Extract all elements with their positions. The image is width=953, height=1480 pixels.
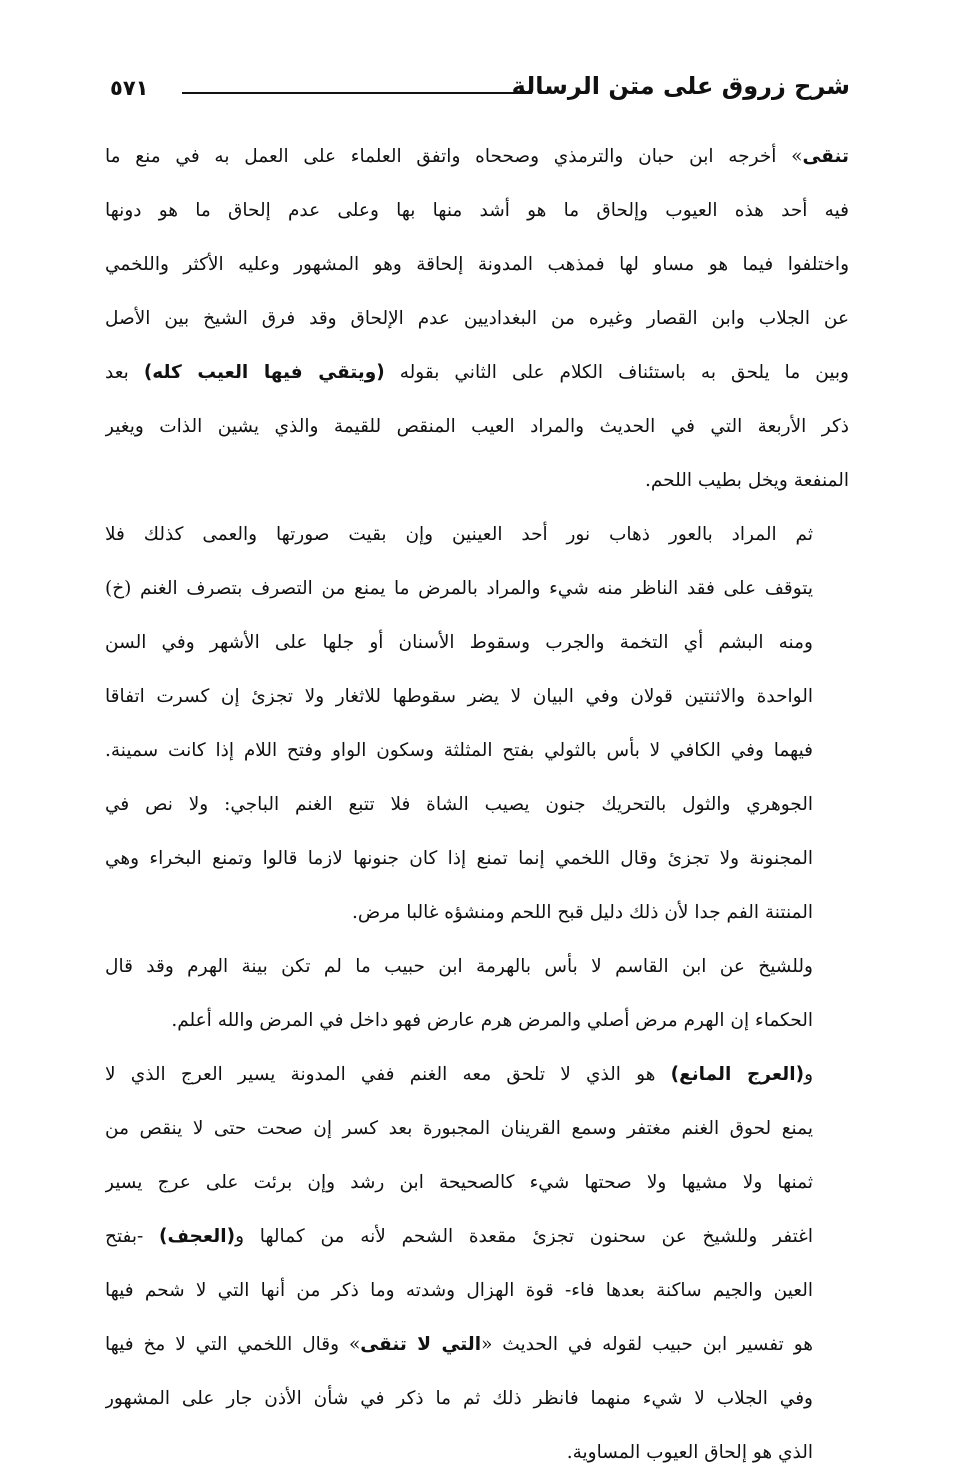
text-line [105, 1372, 849, 1426]
paragraph [105, 508, 849, 940]
text-run: هو الذي لا تلحق معه الغنم ففي المدونة يسير العرج الذي لا [105, 1064, 671, 1085]
text-run: المنتنة الفم جدا لأن ذلك دليل قبح اللحم ومنشؤه غالبا مرض. [352, 902, 813, 923]
text-run: الذي هو إلحاق العيوب المساوية. [566, 1442, 813, 1463]
text-line [105, 832, 849, 886]
text-line [105, 940, 849, 994]
text-run: فيهما وفي الكافي لا بأس بالثولي بفتح المثلثة وسكون الواو وفتح اللام إذا كانت سمينة. [105, 740, 813, 761]
text-run: فيه أحد هذه العيوب وإلحاق ما هو أشد منها بها وعلى عدم إلحاق ما هو دونها [105, 200, 849, 221]
text-line [105, 238, 849, 292]
text-line [105, 616, 849, 670]
text-line [105, 508, 849, 562]
text-run: ثم المراد بالعور ذهاب نور أحد العينين وإن بقيت صورتها والعمى كذلك فلا [105, 524, 813, 545]
page-header [110, 70, 850, 114]
text-line [105, 886, 849, 940]
page-number: ٥٧١ [110, 76, 149, 100]
text-run: الواحدة والاثنتين قولان وفي البيان لا يضر سقوطها للاثغار ولا تجزئ إن كسرت اتفاقا [105, 686, 813, 707]
paragraph [105, 1048, 849, 1480]
text-run: اغتفر وللشيخ عن سحنون تجزئ مقعدة الشحم لأنه من كمالها و [235, 1226, 813, 1247]
text-line [105, 1264, 849, 1318]
text-line [105, 778, 849, 832]
text-run: واختلفوا فيما هو مساو لها فمذهب المدونة إلحاقة وهو المشهور وعليه الأكثر واللخمي [105, 254, 849, 275]
text-run: ثمنها ولا مشيها ولا صحتها شيء كالصحيحة ابن رشد وإن برئت على عرج يسير [105, 1172, 813, 1193]
text-run: وللشيخ عن ابن القاسم لا بأس بالهرمة ابن حبيب ما لم تكن بينة الهرم وقد قال [105, 956, 813, 977]
text-run: وفي الجلاب لا شيء منهما فانظر ذلك ثم ما ذكر في شأن الأذن جار على المشهور [105, 1388, 813, 1409]
text-line [105, 1102, 849, 1156]
text-run: -بفتح [105, 1226, 160, 1247]
text-run: المجنونة ولا تجزئ وقال اللخمي إنما تمنع إذا كان جنونها لازما قالوا وتمنع البخراء وهي [105, 848, 813, 869]
text-run: يتوقف على فقد الناظر منه شيء والمراد بالمرض ما يمنع من التصرف بتصرف الغنم (خ) [105, 578, 813, 599]
bold-phrase: التي لا تنقى [360, 1334, 482, 1355]
text-line [105, 400, 849, 454]
text-run: » أخرجه ابن حبان والترمذي وصححاه واتفق العلماء على العمل به في منع ما [105, 146, 803, 167]
text-line [105, 670, 849, 724]
text-line [105, 1210, 849, 1264]
header-rule [182, 92, 532, 94]
text-run: الجوهري والثول بالتحريك جنون يصيب الشاة فلا تتبع الغنم الباجي: ولا نص في [105, 794, 813, 815]
text-run: يمنع لحوق الغنم مغتفر وسمع القرينان المجبورة بعد كسر إن صحت حتى لا ينقص من [105, 1118, 813, 1139]
text-run: المنفعة ويخل بطيب اللحم. [644, 470, 849, 491]
running-title: شرح زروق على متن الرسالة [511, 72, 850, 100]
text-line [105, 994, 849, 1048]
text-run: ذكر الأربعة التي في الحديث والمراد العيب المنقص للقيمة والذي يشين الذات ويغير [105, 416, 849, 437]
text-run: عن الجلاب وابن القصار وغيره من البغداديين عدم الإلحاق وقد فرق الشيخ بين الأصل [105, 308, 849, 329]
text-line [105, 292, 849, 346]
text-line [105, 184, 849, 238]
bold-phrase: تنقى [802, 146, 849, 167]
text-line [105, 130, 849, 184]
body-text [105, 130, 849, 1480]
text-run: و [804, 1064, 813, 1085]
text-line [105, 562, 849, 616]
bold-phrase: (العجف) [159, 1226, 236, 1247]
text-run: وبين ما يلحق به باستئناف الكلام على الثاني بقوله [384, 362, 849, 383]
text-line [105, 1318, 849, 1372]
text-line [105, 1156, 849, 1210]
bold-phrase: (ويتقي فيها العيب كله) [143, 362, 385, 383]
text-line [105, 1048, 849, 1102]
text-line [105, 724, 849, 778]
bold-phrase: (العرج المانع) [670, 1064, 805, 1085]
text-run: هو تفسير ابن حبيب لقوله في الحديث « [481, 1334, 814, 1355]
text-line [105, 1426, 849, 1480]
text-run: العين والجيم ساكنة بعدها فاء- قوة الهزال وشدته وما ذكر من أنها التي لا شحم فيها [105, 1280, 813, 1301]
paragraph [105, 130, 849, 508]
text-run: ومنه البشم أي التخمة والجرب وسقوط الأسنان أو جلها على الأشهر وفي السن [105, 632, 813, 653]
text-run: » وقال اللخمي التي لا مخ فيها [105, 1334, 361, 1355]
text-run: الحكماء إن الهرم مرض أصلي والمرض هرم عارض فهو داخل في المرض والله أعلم. [171, 1010, 813, 1031]
text-line [105, 346, 849, 400]
paragraph [105, 940, 849, 1048]
text-line [105, 454, 849, 508]
text-run: بعد [105, 362, 144, 383]
